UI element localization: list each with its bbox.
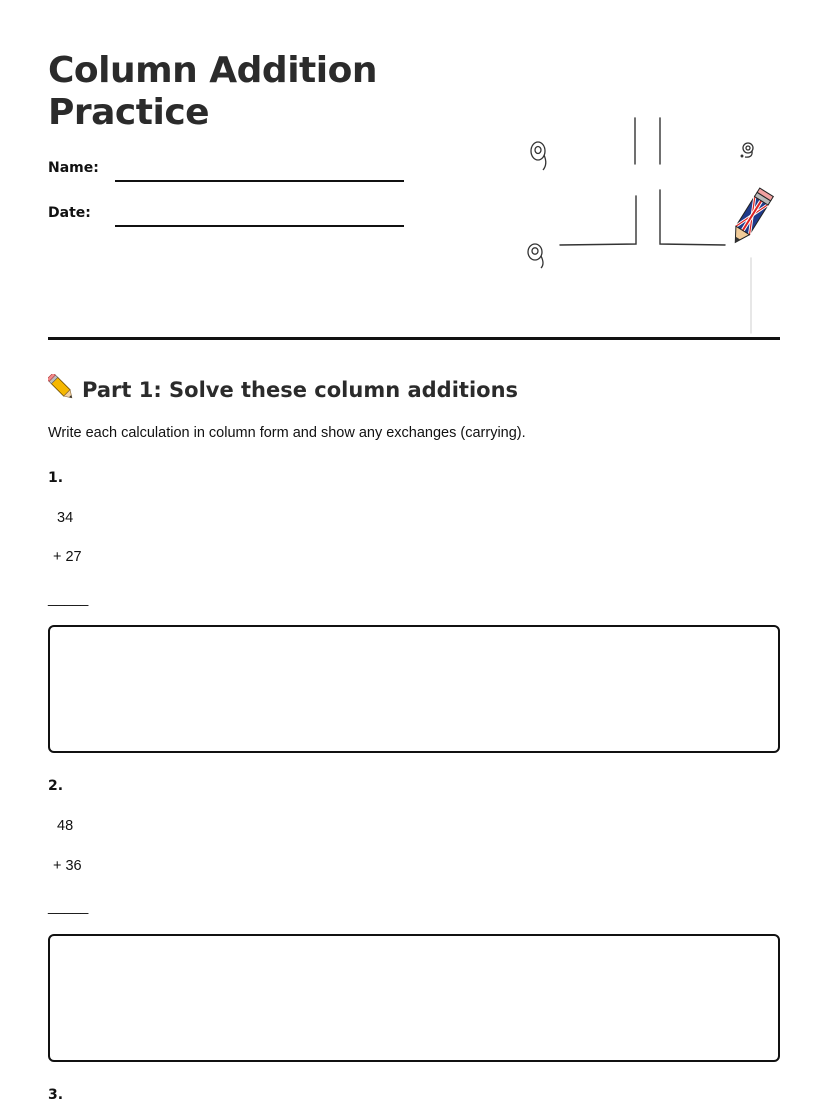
pencil-icon <box>728 188 773 247</box>
date-field[interactable] <box>115 225 404 227</box>
question-2-rule: _____ <box>48 899 89 915</box>
question-1-top-number: 34 <box>57 510 74 526</box>
question-1-addend: + 27 <box>53 549 82 565</box>
section-heading-text: Part 1: Solve these column additions <box>82 378 519 402</box>
header-illustration <box>515 108 775 338</box>
question-3-number: 3. <box>48 1087 64 1103</box>
header-divider <box>48 337 780 340</box>
pencil-icon <box>48 374 76 402</box>
question-2-answer-box[interactable] <box>48 934 780 1062</box>
digit-nine-icon <box>531 142 546 170</box>
name-field[interactable] <box>115 180 404 182</box>
question-1-answer-box[interactable] <box>48 625 780 753</box>
question-1-number: 1. <box>48 470 64 486</box>
question-1-rule: _____ <box>48 591 89 607</box>
name-label: Name: <box>48 160 99 176</box>
date-label: Date: <box>48 205 91 221</box>
question-2-number: 2. <box>48 778 64 794</box>
question-2-addend: + 36 <box>53 858 82 874</box>
instructions-text: Write each calculation in column form and show any exchanges (carrying). <box>48 425 526 441</box>
page-title: Column Addition Practice <box>48 50 377 133</box>
section-heading-part-1 <box>48 374 518 402</box>
question-2-top-number: 48 <box>57 818 74 834</box>
